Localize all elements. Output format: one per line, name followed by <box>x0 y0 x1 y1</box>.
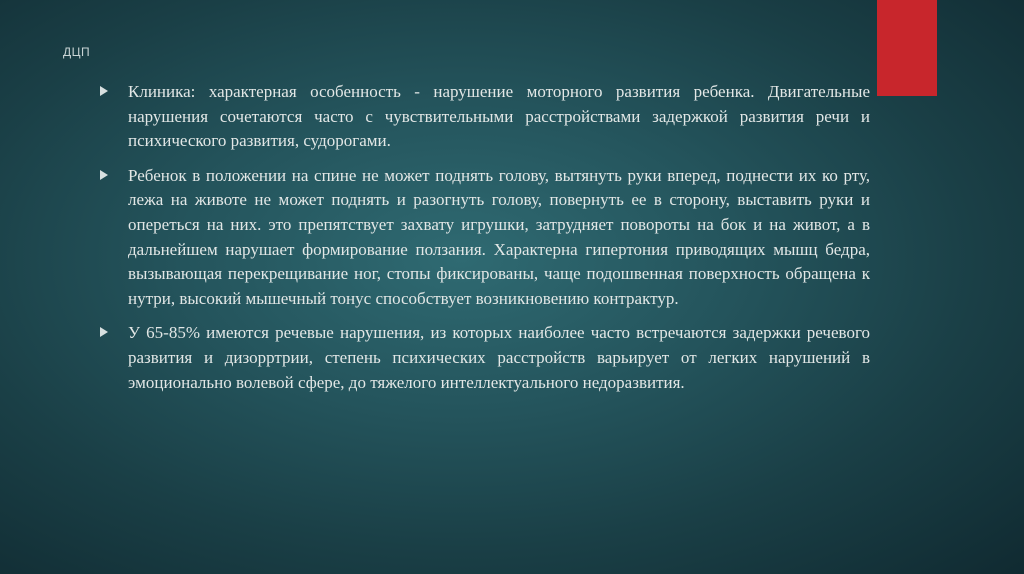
bullet-text: У 65-85% имеются речевые нарушения, из которых наиболее часто встречаются задержки речевого развития и дизорртрии, степень психических расстройств варьирует от легких нарушений в эмоционально волевой сфере, до тяжелого интеллектуального недоразвития. <box>128 323 870 392</box>
bullet-item <box>100 164 870 312</box>
bullet-item <box>100 321 870 395</box>
triangle-right-icon <box>100 327 108 337</box>
accent-bar <box>877 0 937 96</box>
bullet-text: Клиника: характерная особенность - нарушение моторного развития ребенка. Двигательные нарушения сочетаются часто с чувствительными расстройствами задержкой развития речи и психического развития, судорогами. <box>128 82 870 151</box>
bullet-item <box>100 80 870 154</box>
triangle-right-icon <box>100 86 108 96</box>
triangle-right-icon <box>100 170 108 180</box>
slide-title: ДЦП <box>63 45 91 59</box>
bullet-list <box>100 80 870 405</box>
bullet-text: Ребенок в положении на спине не может поднять голову, вытянуть руки вперед, поднести их ко рту, лежа на животе не может поднять и разогнуть голову, повернуть ее в сторону, выставить руки и опереться на них. это препятствует захвату игрушки, затрудняет повороты на бок и на живот, а в дальнейшем нарушает формирование ползания. Характерна гипертония приводящих мышц бедра, вызывающая перекрещивание ног, стопы фиксированы, чаще подошвенная поверхность обращена к нутри, высокий мышечный тонус способствует возникновению контрактур. <box>128 165 870 308</box>
